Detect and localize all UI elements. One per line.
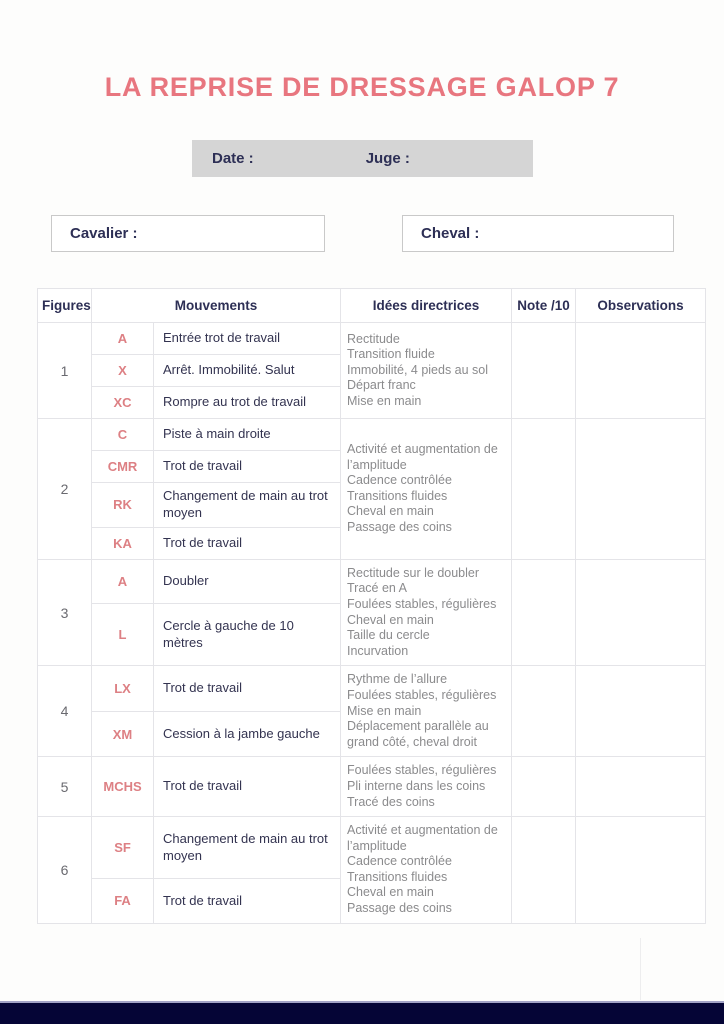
movement-text-cell: Trot de travail — [154, 879, 341, 923]
footer-navy-bar — [0, 1001, 724, 1024]
movement-row — [38, 419, 706, 451]
col-header-mouvements: Mouvements — [92, 289, 341, 323]
col-header-figures: Figures — [38, 289, 92, 323]
date-label: Date : — [212, 150, 254, 167]
observations-input-cell[interactable] — [576, 419, 706, 560]
idea-line: Tracé en A — [347, 581, 407, 596]
cavalier-field-box[interactable] — [51, 215, 325, 252]
idea-line: Foulées stables, régulières — [347, 687, 497, 702]
marker-letters-cell: RK — [92, 483, 154, 528]
figure-number-cell: 2 — [38, 419, 92, 560]
movement-row — [38, 559, 706, 603]
movement-text-cell: Piste à main droite — [154, 419, 341, 451]
idees-directrices-cell — [341, 419, 512, 560]
figure-number-cell: 4 — [38, 666, 92, 757]
movement-text-cell: Changement de main au trot moyen — [154, 483, 341, 528]
page-title: LA REPRISE DE DRESSAGE GALOP 7 — [104, 72, 620, 102]
marker-letters-cell: MCHS — [92, 757, 154, 817]
observations-input-cell[interactable] — [576, 323, 706, 419]
marker-letters-cell: LX — [92, 666, 154, 711]
idea-line: Activité et augmentation de l’amplitude — [347, 442, 498, 472]
figure-number-cell: 6 — [38, 817, 92, 924]
marker-letters-cell: A — [92, 559, 154, 603]
note-input-cell[interactable] — [512, 666, 576, 757]
faint-vertical-line — [640, 938, 641, 1000]
movement-text-cell: Arrêt. Immobilité. Salut — [154, 355, 341, 387]
table-header-row — [38, 289, 706, 323]
note-input-cell[interactable] — [512, 757, 576, 817]
cavalier-label: Cavalier : — [70, 225, 138, 242]
idea-line: Cadence contrôlée — [347, 854, 452, 869]
marker-letters-cell: A — [92, 323, 154, 355]
idea-line: Foulées stables, régulières — [347, 763, 497, 778]
idea-line: Taille du cercle — [347, 628, 430, 643]
movement-row — [38, 666, 706, 711]
idees-directrices-cell — [341, 666, 512, 757]
idees-directrices-cell — [341, 323, 512, 419]
idea-line: Transition fluide — [347, 347, 435, 362]
figure-number-cell: 1 — [38, 323, 92, 419]
marker-letters-cell: XC — [92, 387, 154, 419]
note-input-cell[interactable] — [512, 323, 576, 419]
marker-letters-cell: SF — [92, 817, 154, 879]
movement-text-cell: Rompre au trot de travail — [154, 387, 341, 419]
idea-line: Déplacement parallèle au grand côté, cheval droit — [347, 719, 489, 749]
idees-directrices-cell — [341, 559, 512, 666]
marker-letters-cell: FA — [92, 879, 154, 923]
movement-text-cell: Trot de travail — [154, 451, 341, 483]
marker-letters-cell: CMR — [92, 451, 154, 483]
movement-text-cell: Entrée trot de travail — [154, 323, 341, 355]
movement-row — [38, 817, 706, 879]
idea-line: Incurvation — [347, 643, 409, 658]
movement-text-cell: Trot de travail — [154, 666, 341, 711]
col-header-observations: Observations — [576, 289, 706, 323]
idea-line: Rectitude sur le doubler — [347, 565, 480, 580]
idea-line: Rectitude — [347, 331, 400, 346]
idea-line: Tracé des coins — [347, 794, 435, 809]
idea-line: Passage des coins — [347, 901, 452, 916]
idea-line: Immobilité, 4 pieds au sol — [347, 362, 489, 377]
movement-text-cell: Trot de travail — [154, 757, 341, 817]
note-input-cell[interactable] — [512, 817, 576, 924]
idea-line: Passage des coins — [347, 520, 452, 535]
observations-input-cell[interactable] — [576, 559, 706, 666]
observations-input-cell[interactable] — [576, 817, 706, 924]
figure-number-cell: 3 — [38, 559, 92, 666]
note-input-cell[interactable] — [512, 559, 576, 666]
col-header-note: Note /10 — [512, 289, 576, 323]
idea-line: Foulées stables, régulières — [347, 596, 497, 611]
idea-line: Cheval en main — [347, 612, 434, 627]
figure-number-cell: 5 — [38, 757, 92, 817]
idea-line: Cadence contrôlée — [347, 473, 452, 488]
idea-line: Mise en main — [347, 703, 422, 718]
idea-line: Activité et augmentation de l’amplitude — [347, 823, 498, 853]
col-header-idees-directrices: Idées directrices — [341, 289, 512, 323]
idea-line: Mise en main — [347, 393, 422, 408]
idea-line: Cheval en main — [347, 885, 434, 900]
movement-text-cell: Cession à la jambe gauche — [154, 711, 341, 756]
idea-line: Départ franc — [347, 378, 416, 393]
observations-input-cell[interactable] — [576, 666, 706, 757]
idea-line: Pli interne dans les coins — [347, 778, 486, 793]
idees-directrices-cell — [341, 757, 512, 817]
cheval-field-box[interactable] — [402, 215, 674, 252]
marker-letters-cell: XM — [92, 711, 154, 756]
note-input-cell[interactable] — [512, 419, 576, 560]
movement-row — [38, 757, 706, 817]
idea-line: Transitions fluides — [347, 488, 448, 503]
juge-label: Juge : — [365, 150, 410, 167]
date-judge-field-bar[interactable] — [192, 140, 533, 177]
movement-text-cell: Trot de travail — [154, 527, 341, 559]
idea-line: Rythme de l’allure — [347, 672, 448, 687]
idees-directrices-cell — [341, 817, 512, 924]
movement-text-cell: Changement de main au trot moyen — [154, 817, 341, 879]
marker-letters-cell: L — [92, 604, 154, 666]
marker-letters-cell: C — [92, 419, 154, 451]
movement-text-cell: Doubler — [154, 559, 341, 603]
marker-letters-cell: X — [92, 355, 154, 387]
cheval-label: Cheval : — [421, 225, 480, 242]
observations-input-cell[interactable] — [576, 757, 706, 817]
idea-line: Cheval en main — [347, 504, 434, 519]
dressage-test-table — [37, 288, 706, 924]
idea-line: Transitions fluides — [347, 869, 448, 884]
movement-text-cell: Cercle à gauche de 10 mètres — [154, 604, 341, 666]
marker-letters-cell: KA — [92, 527, 154, 559]
movement-row — [38, 323, 706, 355]
